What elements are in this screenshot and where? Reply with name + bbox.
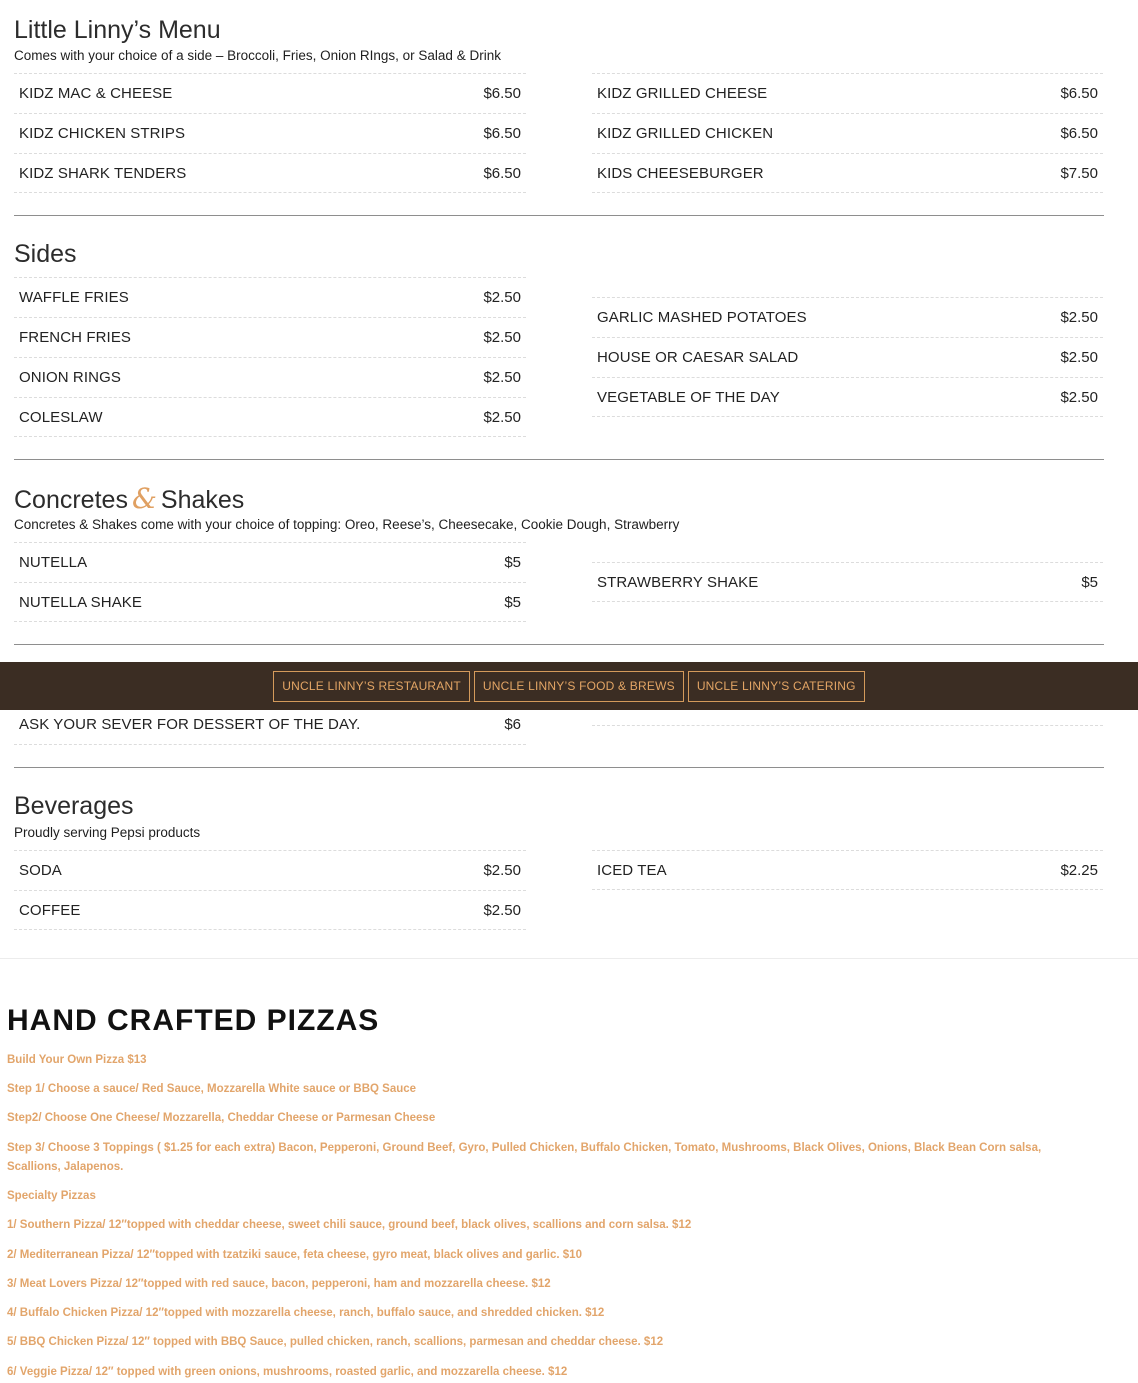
nav-restaurant-link[interactable]: UNCLE LINNY’S RESTAURANT — [273, 671, 470, 702]
sides-section — [14, 215, 1104, 459]
item-name: KIDZ GRILLED CHEESE — [597, 85, 768, 102]
nav-food-brews-link[interactable]: UNCLE LINNY’S FOOD & BREWS — [474, 671, 684, 702]
item-name: SODA — [19, 862, 62, 879]
beverages-section — [14, 767, 1104, 957]
beverages-description: Proudly serving Pepsi products — [14, 825, 201, 840]
item-name: GARLIC MASHED POTATOES — [597, 309, 807, 326]
pizza-line-meat-lovers: 3/ Meat Lovers Pizza/ 12″topped with red sauce, bacon, pepperoni, ham and mozzarella cheese. $12 — [7, 1278, 551, 1290]
pizza-line-buffalo-chicken: 4/ Buffalo Chicken Pizza/ 12″topped with mozzarella cheese, ranch, buffalo sauce, and shredded chicken. $12 — [7, 1307, 605, 1319]
beverages-title: Beverages — [14, 792, 134, 820]
item-name: FRENCH FRIES — [19, 329, 132, 346]
item-name: COFFEE — [19, 901, 81, 919]
menu-item — [592, 337, 1103, 377]
kids-menu-title: Little Linny’s Menu — [14, 16, 221, 44]
menu-item — [14, 357, 526, 397]
menu-item — [592, 562, 1103, 602]
pizza-line-veggie: 6/ Veggie Pizza/ 12″ topped with green onions, mushrooms, roasted garlic, and mozzarella cheese. $12 — [7, 1366, 568, 1378]
item-price: $2.50 — [483, 289, 521, 306]
pizza-line-step-1: Step 1/ Choose a sauce/ Red Sauce, Mozzarella White sauce or BBQ Sauce — [7, 1083, 417, 1095]
menu-item — [592, 113, 1103, 153]
item-price: $7.50 — [1060, 164, 1098, 182]
menu-item — [14, 582, 526, 622]
dessert-section — [14, 705, 1104, 767]
pizza-line-mediterranean: 2/ Mediterranean Pizza/ 12″topped with tzatziki sauce, feta cheese, gyro meat, black olives and garlic. $10 — [7, 1249, 582, 1261]
item-name: KIDZ CHICKEN STRIPS — [19, 125, 186, 142]
concretes-section — [14, 459, 1104, 644]
item-name: ONION RINGS — [19, 369, 121, 386]
beverages-right-column — [592, 850, 1103, 890]
pizza-line-specialty-header: Specialty Pizzas — [7, 1190, 96, 1202]
concretes-left-column — [14, 542, 526, 622]
item-price: $2.50 — [1060, 349, 1098, 366]
menu-item — [14, 317, 526, 357]
item-price: $2.25 — [1060, 861, 1098, 879]
menu-item — [14, 277, 526, 317]
dessert-left-column — [14, 705, 526, 745]
item-price: $2.50 — [483, 862, 521, 879]
item-name: NUTELLA SHAKE — [19, 593, 143, 611]
menu-item — [592, 73, 1103, 113]
item-name: VEGETABLE OF THE DAY — [597, 388, 780, 406]
kids-left-column — [14, 73, 526, 193]
dessert-right-column — [592, 725, 1103, 726]
item-price: $6.50 — [483, 85, 521, 102]
item-price: $2.50 — [1060, 309, 1098, 326]
sides-right-column — [592, 297, 1103, 417]
item-name: KIDS CHEESEBURGER — [597, 164, 764, 182]
item-price: $2.50 — [1060, 388, 1098, 406]
item-price: $6.50 — [1060, 125, 1098, 142]
nav-catering-link[interactable]: UNCLE LINNY’S CATERING — [688, 671, 865, 702]
item-name: HOUSE OR CAESAR SALAD — [597, 349, 799, 366]
sides-left-column — [14, 277, 526, 437]
pizza-line-build-your-own: Build Your Own Pizza $13 — [7, 1054, 147, 1066]
item-name: ICED TEA — [597, 861, 667, 879]
pizza-line-step-2: Step2/ Choose One Cheese/ Mozzarella, Cheddar Cheese or Parmesan Cheese — [7, 1112, 436, 1124]
item-name: KIDZ SHARK TENDERS — [19, 164, 187, 182]
kids-menu-description: Comes with your choice of a side – Broccoli, Fries, Onion RIngs, or Salad & Drink — [14, 48, 501, 63]
menu-item — [14, 542, 526, 582]
page-divider — [0, 958, 1138, 959]
menu-item — [592, 153, 1103, 193]
item-price: $2.50 — [483, 408, 521, 426]
item-price: $2.50 — [483, 901, 521, 919]
item-price: $6.50 — [483, 164, 521, 182]
pizza-line-step-3: Step 3/ Choose 3 Toppings ( $1.25 for each extra) Bacon, Pepperoni, Ground Beef, Gyro, Pulled Chicken, Buffalo Chicken, Tomato, Mushrooms, Black Olives, Onions, Black Bean Corn salsa, Scallions, Jalapenos. — [7, 1142, 1042, 1173]
menu-item — [14, 850, 526, 890]
menu-item — [14, 113, 526, 153]
kids-menu-section — [14, 0, 1104, 215]
item-price: $6.50 — [483, 125, 521, 142]
item-price: $5 — [1081, 573, 1098, 591]
item-name: KIDZ MAC & CHEESE — [19, 85, 173, 102]
menu-item — [14, 890, 526, 930]
kids-right-column — [592, 73, 1103, 193]
menu-item — [592, 377, 1103, 417]
pizza-line-bbq-chicken: 5/ BBQ Chicken Pizza/ 12″ topped with BBQ Sauce, pulled chicken, ranch, scallions, parmesan and cheddar cheese. $12 — [7, 1336, 664, 1348]
item-price: $5 — [504, 554, 521, 571]
pizza-line-southern: 1/ Southern Pizza/ 12″topped with cheddar cheese, sweet chili sauce, ground beef, black olives, scallions and corn salsa. $12 — [7, 1219, 692, 1231]
menu-item — [592, 850, 1103, 890]
item-price: $2.50 — [483, 369, 521, 386]
menu-item — [14, 705, 526, 745]
empty-row — [592, 725, 1103, 726]
shakes-title-part: Shakes — [160, 486, 245, 514]
ampersand-glyph: & — [131, 482, 157, 515]
item-price: $2.50 — [483, 329, 521, 346]
concretes-title-part: Concretes — [14, 486, 128, 514]
menu-item — [14, 153, 526, 193]
pizzas-title: HAND CRAFTED PIZZAS — [7, 1004, 380, 1037]
site-nav-bar — [0, 662, 1138, 710]
sides-title: Sides — [14, 240, 77, 268]
concretes-title — [14, 482, 244, 515]
concretes-description: Concretes & Shakes come with your choice of topping: Oreo, Reese’s, Cheesecake, Cookie Dough, Strawberry — [14, 517, 680, 532]
item-name: COLESLAW — [19, 408, 103, 426]
menu-item — [592, 297, 1103, 337]
item-price: $6.50 — [1060, 85, 1098, 102]
beverages-left-column — [14, 850, 526, 930]
menu-item — [14, 73, 526, 113]
section-divider — [14, 644, 1104, 645]
menu-item — [14, 397, 526, 437]
item-price: $6 — [504, 716, 521, 733]
concretes-right-column — [592, 562, 1103, 602]
item-name: STRAWBERRY SHAKE — [597, 573, 759, 591]
item-name: ASK YOUR SEVER FOR DESSERT OF THE DAY. — [19, 716, 361, 733]
item-name: NUTELLA — [19, 554, 88, 571]
item-name: KIDZ GRILLED CHICKEN — [597, 125, 774, 142]
item-name: WAFFLE FRIES — [19, 289, 129, 306]
item-price: $5 — [504, 593, 521, 611]
